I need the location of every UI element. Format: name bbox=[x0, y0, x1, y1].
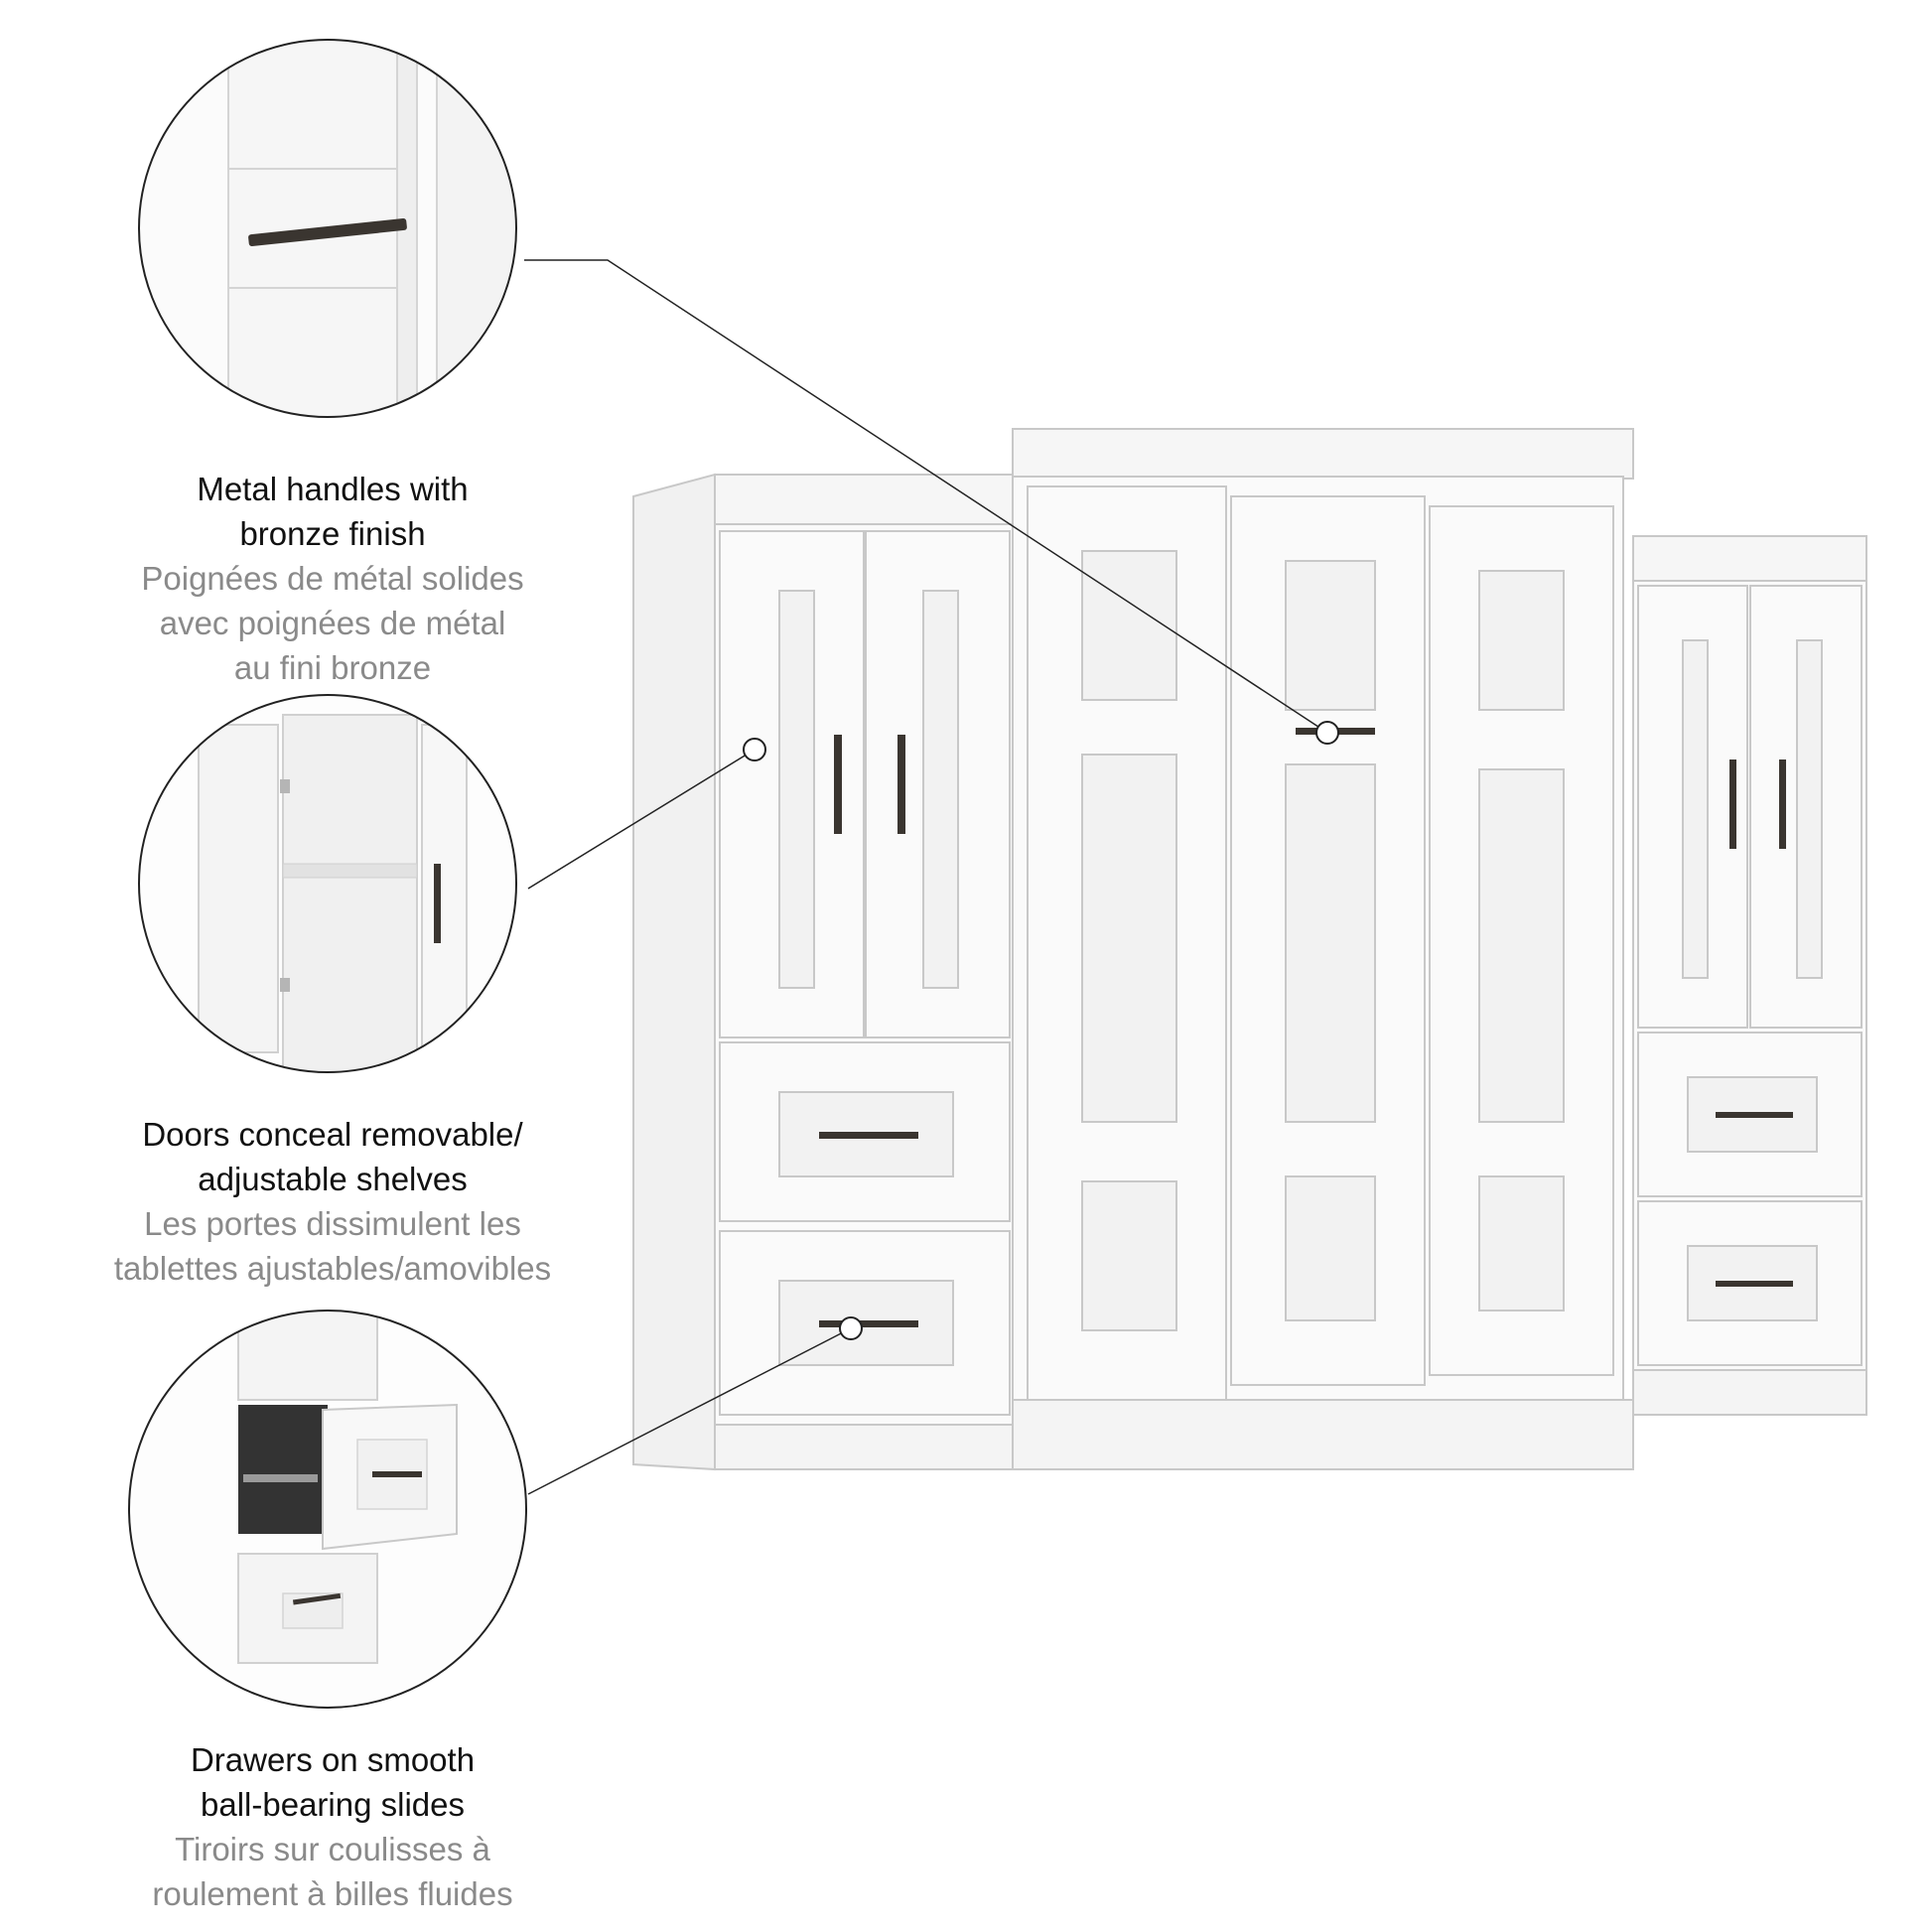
closeup-drawer-handle bbox=[372, 1471, 422, 1477]
caption-shelves-title-line-1: Doors conceal removable/ bbox=[142, 1116, 523, 1153]
left-tower-drawer-bottom-handle bbox=[819, 1320, 918, 1327]
left-tower-door-handle-left bbox=[834, 735, 842, 834]
right-tower-drawer-top-handle bbox=[1716, 1112, 1793, 1118]
detail-circle-drawers bbox=[129, 1311, 526, 1708]
caption-handles-title-line-1: Metal handles with bbox=[197, 471, 469, 507]
caption-handles-title-line-2: bronze finish bbox=[239, 515, 426, 552]
detail-circle-handles bbox=[129, 30, 536, 447]
caption-shelves bbox=[40, 1112, 625, 1291]
left-tower-side bbox=[633, 475, 715, 1469]
bed-cabinet-top bbox=[1013, 429, 1633, 479]
callout-dot-drawers bbox=[840, 1317, 862, 1339]
caption-shelves-subtitle-line-2: tablettes ajustables/amovibles bbox=[113, 1250, 552, 1287]
caption-handles-subtitle-line-1: Poignées de métal solides bbox=[141, 560, 524, 597]
caption-handles bbox=[40, 467, 625, 690]
caption-drawers-subtitle-line-2: roulement à billes fluides bbox=[152, 1875, 513, 1912]
caption-handles-subtitle-line-3: au fini bronze bbox=[233, 649, 432, 686]
caption-drawers-subtitle-line-1: Tiroirs sur coulisses à bbox=[175, 1831, 490, 1867]
right-tower-door-handle-left bbox=[1729, 759, 1736, 849]
detail-circle-shelves bbox=[129, 685, 526, 1082]
closeup-door-handle bbox=[434, 864, 441, 943]
right-tower-door-handle-right bbox=[1779, 759, 1786, 849]
caption-drawers-title-line-2: ball-bearing slides bbox=[201, 1786, 465, 1823]
left-tower-drawer-top-handle bbox=[819, 1132, 918, 1139]
caption-shelves-subtitle-line-1: Les portes dissimulent les bbox=[144, 1205, 521, 1242]
left-tower-door-handle-right bbox=[897, 735, 905, 834]
caption-drawers-title-line-1: Drawers on smooth bbox=[190, 1741, 476, 1778]
caption-drawers bbox=[40, 1737, 625, 1916]
caption-shelves-title-line-2: adjustable shelves bbox=[198, 1161, 468, 1197]
wall-bed-unit bbox=[633, 429, 1866, 1469]
caption-handles-subtitle-line-2: avec poignées de métal bbox=[159, 605, 506, 641]
callout-dot-shelves bbox=[744, 739, 765, 760]
right-tower-drawer-bottom-handle bbox=[1716, 1281, 1793, 1287]
callout-dot-handles bbox=[1316, 722, 1338, 744]
